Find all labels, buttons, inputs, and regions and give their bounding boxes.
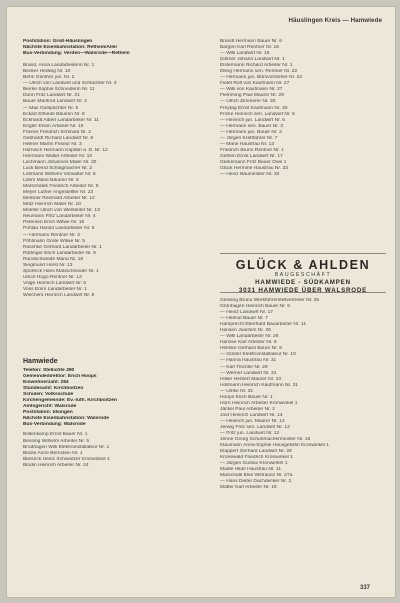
directory-entry: — Jürgen Gustav Kronwinkel 1 [220, 461, 288, 467]
directory-entry: — Heinrich jun. Landwirt Nr. 5 [220, 117, 285, 123]
directory-entry: Marschalk Else Witfrau/in Nr. 27a [220, 473, 293, 479]
directory-entry: — Ulrich von Landwirt und Schlachter Nr. 3 [23, 81, 117, 87]
directory-entry: Telefon: Stellichte 390 [23, 368, 75, 373]
directory-entry: Bus-Verbindung: Walsrode [23, 422, 86, 428]
section-residents [23, 432, 191, 468]
directory-entry: Klappert Gerhard Landwirt Nr. 28 [220, 449, 292, 455]
directory-entry: Hinrmann Walter Arbeiter Nr. 10 [23, 153, 93, 159]
directory-entry: Pohlau Harold Landarbeiter Nr. 6 [23, 226, 95, 232]
ad-title: GLÜCK & AHLDEN [235, 258, 371, 272]
directory-entry: Gebhardt Richard Landwirt Nr. 8 [23, 135, 94, 141]
directory-entry: Lohmann Wilhelm Vorwalter Nr. 8 [23, 172, 96, 178]
directory-entry: — Günter Elektroinstallateur Nr. 10 [220, 352, 296, 358]
directory-entry: Friedrich Bruno Rentner Nr. 1 [220, 147, 284, 153]
directory-entry: Kronewald Friedrich Kronwinkel 1 [220, 455, 293, 461]
section-heading: Hamwiede [23, 358, 58, 365]
directory-entry: Brandt Hermann Bauer Nr. 6 [220, 39, 282, 44]
directory-entry: — Hermann Rentner Nr. 3 [23, 232, 80, 238]
directory-entry: Blodin Heinrich Arbeiter Nr. 24 [23, 462, 89, 468]
directory-entry: Grünhagen Heinrich Bauer Nr. 9 [220, 304, 290, 310]
directory-entry: Bliesrick Heinz Schweitzer Kronwinkel 1 [23, 456, 110, 462]
directory-entry: Rundschweide Maria Nr. 18 [23, 256, 84, 262]
directory-entry: Bollenkamp Ernst Bauer Nr. 1 [23, 432, 88, 438]
directory-entry: Dunn Fritz Landwirt Nr. 21 [23, 93, 80, 99]
directory-entry: Petersen Erich Witwe Nr. 18 [23, 220, 85, 226]
directory-entry: — Werner Landwirt Nr. 31 [220, 370, 277, 376]
directory-entry: Fietel Rolf von Kaufmann Nr. 27 [220, 81, 290, 87]
directory-entry: Ulrich Hugo Rentner Nr. 13 [23, 274, 82, 280]
right-column-top [220, 39, 384, 178]
directory-entry: — Jürgen Kraftfahrer Nr. 7 [220, 135, 278, 141]
directory-entry: Gehlen Ernst Landwirt Nr. 17 [220, 153, 283, 159]
directory-entry: Meißner Reinhard Arbeiter Nr. 12 [23, 196, 95, 202]
directory-entry: — Heinrich jun. Maurer Nr. 14 [220, 418, 285, 424]
directory-entry: Volge Heinrich Landwirt Nr. 6 [23, 280, 87, 286]
directory-entry: Fricke Heinrich sen. Landwirt Nr. 5 [220, 111, 295, 117]
directory-entry: — Hans Dieter Dachdecker Nr. 2 [220, 479, 292, 485]
directory-entry: Voss Emm Landarbeiter Nr. 1 [23, 286, 87, 292]
directory-entry: — Hanna Hausfrau Nr. 31 [220, 358, 277, 364]
directory-entry: Gerkemann Fritz Bauer Owe 1 [220, 159, 287, 165]
directory-entry: Becker Hedwig Nr. 10 [23, 69, 71, 75]
directory-entry: — Marie Hausfrau Nr. 13 [220, 141, 275, 147]
directory-entry: Klaumann Anna-Sophie Hausgehilfin Kronwinkel 1 [220, 443, 330, 449]
directory-entry: Gessing Bruno Werkführerstellvertreter Nr. 25 [220, 298, 320, 303]
directory-entry: Madlé Hilde Hausfrau Nr. 11 [220, 467, 282, 473]
directory-entry: Hansen Joachim Nr. 26 [220, 328, 271, 334]
directory-entry: Lachmann Johannes Maler Nr. 20 [23, 159, 97, 165]
directory-entry: Standesamt: Kirchboitzen [23, 386, 84, 392]
directory-entry: — Willi von Kaufmann Nr. 27 [220, 87, 283, 93]
directory-entry: Amtsgericht: Walsrode [23, 404, 77, 410]
directory-entry: Bus-Verbindung: Verden—Walsrode—Rethem [23, 51, 130, 57]
page-number: 337 [359, 585, 370, 591]
directory-entry: — Hermann jun. Bauer Nr. 3 [220, 129, 282, 135]
directory-entry: Poststation: Idsingen [23, 410, 73, 416]
directory-entry: — Heinz Landwirt Nr. 17 [220, 310, 274, 316]
directory-entry: Lührs Marie Bäuerin Nr. 5 [23, 178, 79, 184]
document-page [6, 6, 396, 598]
directory-entry: Jerwig Fritz sen. Landwirt Nr. 12 [220, 424, 290, 430]
directory-entry: — Hermann jun. Bürovorsteher Nr. 22 [220, 75, 303, 81]
directory-entry: Metz Heinrich Maler Nr. 10 [23, 202, 81, 208]
directory-entry: Bauer Manfred Landwirt Nr. 4 [23, 99, 87, 105]
directory-entry: Elslermann Richard Arbeiter Nr. 1 [220, 63, 293, 69]
directory-entry: Moeller Ulrich von Werkleiter Nr. 13 [23, 208, 100, 214]
directory-entry: Harnisch Hermann Kapitän a. D. Nr. 12 [23, 147, 108, 153]
directory-entry: Poststation: Groß-Häuslingen [23, 39, 93, 44]
directory-entry: Jenne Georg Schuhmachermeister Nr. 18 [220, 437, 311, 443]
directory-entry: Wiechers Heinrich Landwirt Nr. 9 [23, 292, 95, 298]
directory-entry: Hillier Herbert Maurer Nr. 23 [220, 376, 282, 382]
directory-entry: — Willi Landarbeiter Nr. 26 [220, 334, 279, 340]
directory-entry: Hansse Karl Arbeiter Nr. 8 [220, 340, 277, 346]
directory-entry: Eckart Elfriede Bäuerin Nr. 8 [23, 111, 85, 117]
directory-entry: — Karl Tischler Nr. 29 [220, 364, 268, 370]
directory-entry: Helmke Gerhard Bauer Nr. 8 [220, 346, 282, 352]
left-column-top [23, 39, 191, 299]
directory-entry: Bisolo Anne Bernstein Nr. 1 [23, 450, 83, 456]
directory-entry: Eckhardt Albert Landarbeiter Nr. 11 [23, 117, 100, 123]
directory-entry: Gemeindedirektor: Erich Hoops [23, 374, 97, 380]
directory-entry: Schulen: Volksschule [23, 392, 74, 398]
ad-address: 3031 HAMWIEDE ÜBER WALSRODE [238, 287, 368, 294]
directory-entry: Hoops Erich Bauer Nr. 1 [220, 394, 273, 400]
directory-entry: Luck Bernd Schlagmacher Nr. 2 [23, 165, 93, 171]
directory-entry: Bargen Karl Rentner Nr. 16 [220, 45, 279, 51]
directory-entry: Matter Karl Arbeiter Nr. 19 [220, 485, 277, 491]
directory-entry: Bessing Wilhelm Arbeiter Nr. 5 [23, 438, 90, 444]
directory-entry: Rüttinger Erich Landarbeiter Nr. 9 [23, 250, 96, 256]
directory-entry: Fünner Friedrich Schmied Nr. 2 [23, 129, 91, 135]
directory-entry: Raschke Gerhard Landarbeiter Nr. 1 [23, 244, 102, 250]
directory-entry: Elling Hermann sen. Rentner Nr. 22 [220, 69, 298, 75]
hamwiede-section [23, 354, 191, 469]
section-info [23, 368, 191, 428]
ad-location: HAMWIEDE - SÜDKAMPEN [255, 279, 351, 286]
directory-entry: Pöhlmann Grete Witwe Nr. 5 [23, 238, 85, 244]
directory-entry: — Ulrich Zimmerer Nr. 30 [220, 99, 276, 105]
directory-entry: — Ulrike Nr. 31 [220, 388, 254, 394]
directory-entry: — Helmut Bauer Nr. 7 [220, 316, 268, 322]
directory-entry: Brodhagen Willi Elektroinstallateur Nr. 1 [23, 444, 110, 450]
directory-entry: Hamprecht Eberhard Bauarbeiter Nr. 11 [220, 322, 307, 328]
directory-entry: — Hermann sen. Bauer Nr. 3 [220, 123, 284, 129]
directory-entry: Marschalek Friedrich Arbeiter Nr. 9 [23, 184, 99, 190]
advertisement [220, 258, 386, 294]
directory-entry: Flemming Paul Maurer Nr. 29 [220, 93, 284, 99]
directory-entry: — Max Gutspächter Nr. 5 [23, 105, 79, 111]
directory-entry: Einwohnerzahl: 284 [23, 380, 69, 386]
directory-entry: Nächste Eisenbahnstation: Rethem/Aller [23, 45, 118, 51]
directory-entry: — Heinz Baumeister Nr. 33 [220, 172, 280, 178]
directory-entry: Behn Günther jun. Nr. 2 [23, 75, 75, 81]
ad-top-rule [220, 253, 386, 254]
directory-entry: Sporleck Hans Maßschneider Nr. 1 [23, 268, 99, 274]
directory-entry: — Willi Landwirt Nr. 16 [220, 51, 270, 57]
ad-subtitle: BAUGESCHÄFT [274, 272, 332, 278]
directory-entry: Siegmund Horst Nr. 13 [23, 262, 73, 268]
directory-entry: — Fritz jun. Landwirt Nr. 12 [220, 431, 280, 437]
directory-entry: Jäckel Paul Arbeiter Nr. 2 [220, 406, 275, 412]
directory-entry: Hellner Martin Friseur Nr. 3 [23, 141, 82, 147]
directory-entry: Dittmer Johann Landwirt Nr. 1 [220, 57, 285, 63]
directory-entry: Jost Heinrich Landwirt Nr. 14 [220, 412, 283, 418]
directory-entry: Bierke Sophie Schneiderin Nr. 11 [23, 87, 95, 93]
directory-entry: Glück Hermine Hausfrau Nr. 33 [220, 165, 288, 171]
directory-entry: Kirchengemeinde: Ev.-luth. Kirchboitzen [23, 398, 117, 404]
directory-entry: Freytag Ernst Kaufmann Nr. 30 [220, 105, 288, 111]
directory-entry: Meyer Luther Angestellter Nr. 23 [23, 190, 94, 196]
right-column-bottom [220, 298, 384, 492]
directory-entry: Hollmann Heinrich Kaufmann Nr. 31 [220, 382, 299, 388]
ad-bottom-rule [220, 292, 386, 293]
directory-entry: Nächste Eisenbahnstation: Walsrode [23, 416, 109, 422]
directory-entry: Brand, Anna Landarbeiterin Nr. 1 [23, 63, 95, 69]
directory-entry: Neumann Fritz Landarbeiter Nr. 4 [23, 214, 96, 220]
running-head: Häuslingen Kreis — Hamwiede [288, 17, 382, 24]
directory-entry: Engler Erwin Arbeiter Nr. 19 [23, 123, 84, 129]
directory-entry: Horn Heinrich Arbeiter Kronwinkel 1 [220, 400, 298, 406]
